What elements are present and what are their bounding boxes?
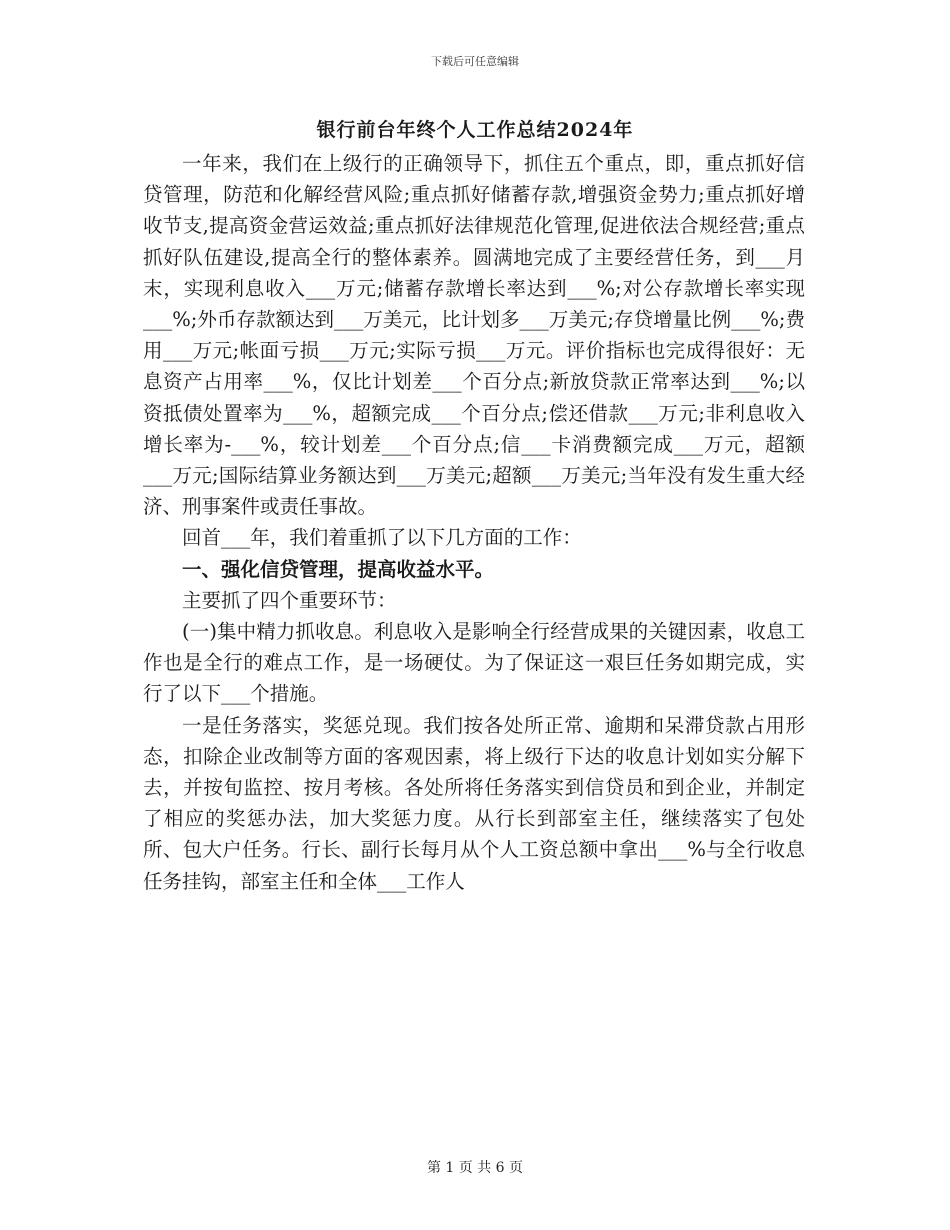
page-header-note: 下载后可任意编辑 xyxy=(431,55,519,68)
document-title: 银行前台年终个人工作总结2024年 xyxy=(316,119,634,141)
document-body xyxy=(143,148,805,897)
paragraph-review-intro: 回首___年，我们着重抓了以下几方面的工作： xyxy=(182,526,582,550)
section-heading-credit-management: 一、强化信贷管理，提高收益水平。 xyxy=(182,557,495,581)
paragraph-summary: 一年来，我们在上级行的正确领导下，抓住五个重点，即，重点抓好信贷管理，防范和化解经营风险;重点抓好储蓄存款,增强资金势力;重点抓好增收节支,提高资金营运效益;重点抓好法律规范化管理,促进依法合规经营;重点抓好队伍建设,提高全行的整体素养。圆满地完成了主要经营任务，到___月末，实现利息收入___万元;储蓄存款增长率达到___%;对公存款增长率实现___%;外币存款额达到___万美元，比计划多___万美元;存贷增量比例___%;费用___万元;帐面亏损___万元;实际亏损___万元。评价指标也完成得很好：无息资产占用率___%，仅比计划差___个百分点;新放贷款正常率达到___%;以资抵债处置率为___%，超额完成___个百分点;偿还借款___万元;非利息收入增长率为-___%，较计划差___个百分点;信___卡消费额完成___万元，超额___万元;国际结算业务额达到___万美元;超额___万美元;当年没有发生重大经济、刑事案件或责任事故。 xyxy=(143,152,805,519)
paragraph-interest-collection: (一)集中精力抓收息。利息收入是影响全行经营成果的关键因素，收息工作也是全行的难点工作，是一场硬仗。为了保证这一艰巨任务如期完成，实行了以下___个措施。 xyxy=(143,620,805,706)
page-number-footer: 第 1 页 共 6 页 xyxy=(426,1160,524,1176)
paragraph-four-links: 主要抓了四个重要环节： xyxy=(182,588,397,612)
paragraph-task-implementation: 一是任务落实，奖惩兑现。我们按各处所正常、逾期和呆滞贷款占用形态，扣除企业改制等方面的客观因素，将上级行下达的收息计划如实分解下去，并按旬监控、按月考核。各处所将任务落实到信贷员和到企业，并制定了相应的奖惩办法，加大奖惩力度。从行长到部室主任，继续落实了包处所、包大户任务。行长、副行长每月从个人工资总额中拿出___%与全行收息任务挂钩，部室主任和全体___工作人 xyxy=(143,713,805,893)
